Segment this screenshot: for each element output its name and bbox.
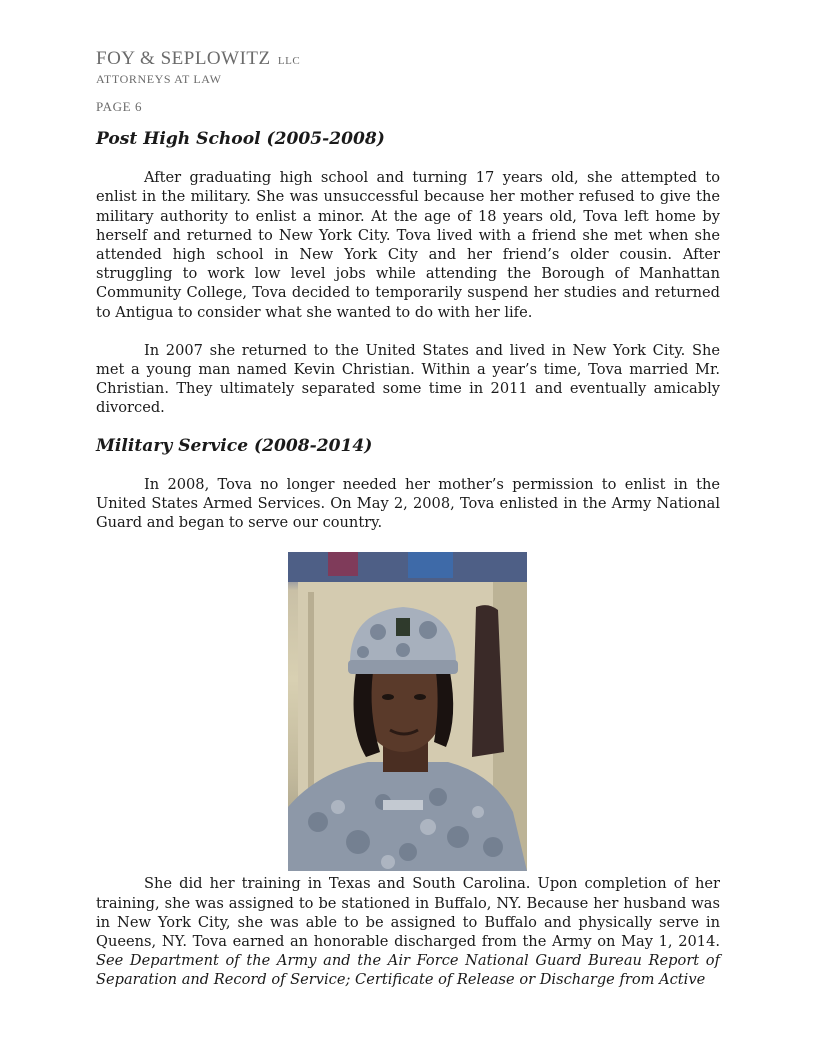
page-number: PAGE 6 [96, 99, 143, 114]
document-body [96, 130, 720, 990]
paragraph-text: She did her training in Texas and South Carolina. Upon completion of her training, she was assigned to be stationed in Buffalo, NY. Because her husband was in New York City, she was able to be assigned to Buffalo and physically serve in Queens, NY. Tova earned an honorable discharged from the Army on May 1, 2014. [96, 875, 720, 951]
paragraph: In 2007 she returned to the United States and lived in New York City. She met a young man named Kevin Christian. Within a year’s time, Tova married Mr. Christian. They ultimately separated some time in 2011 and eventually amicably divorced. [96, 341, 720, 417]
portrait-photo [288, 552, 527, 871]
firm-name: FOY & SEPLOWITZ [96, 48, 271, 69]
firm-suffix: LLC [277, 55, 301, 67]
letterhead [96, 48, 300, 86]
photo-container [96, 552, 720, 872]
paragraph [96, 874, 720, 989]
section-heading-military-service: Military Service (2008-2014) [96, 435, 373, 456]
firm-name-line [96, 48, 300, 72]
portrait-illustration [288, 552, 527, 871]
paragraph: After graduating high school and turning 17 years old, she attempted to enlist in the military. She was unsuccessful because her mother refused to give the military authority to enlist a minor. At the age of 18 years old, Tova left home by herself and returned to New York City. Tova lived with a friend she met when she attended high school in New York City and her friend’s older cousin. After struggling to work low level jobs while attending the Borough of Manhattan Community College, Tova decided to temporarily suspend her studies and returned to Antigua to consider what she wanted to do with her life. [96, 169, 720, 321]
firm-tagline: ATTORNEYS AT LAW [96, 72, 222, 86]
citation-text: See Department of the Army and the Air Force National Guard Bureau Report of Separation and Record of Service; Certificate of Release or Discharge from Active [96, 952, 720, 989]
section-heading-post-high-school: Post High School (2005-2008) [96, 129, 385, 149]
paragraph: In 2008, Tova no longer needed her mother’s permission to enlist in the United States Armed Services. On May 2, 2008, Tova enlisted in the Army National Guard and began to serve our country. [96, 475, 720, 532]
